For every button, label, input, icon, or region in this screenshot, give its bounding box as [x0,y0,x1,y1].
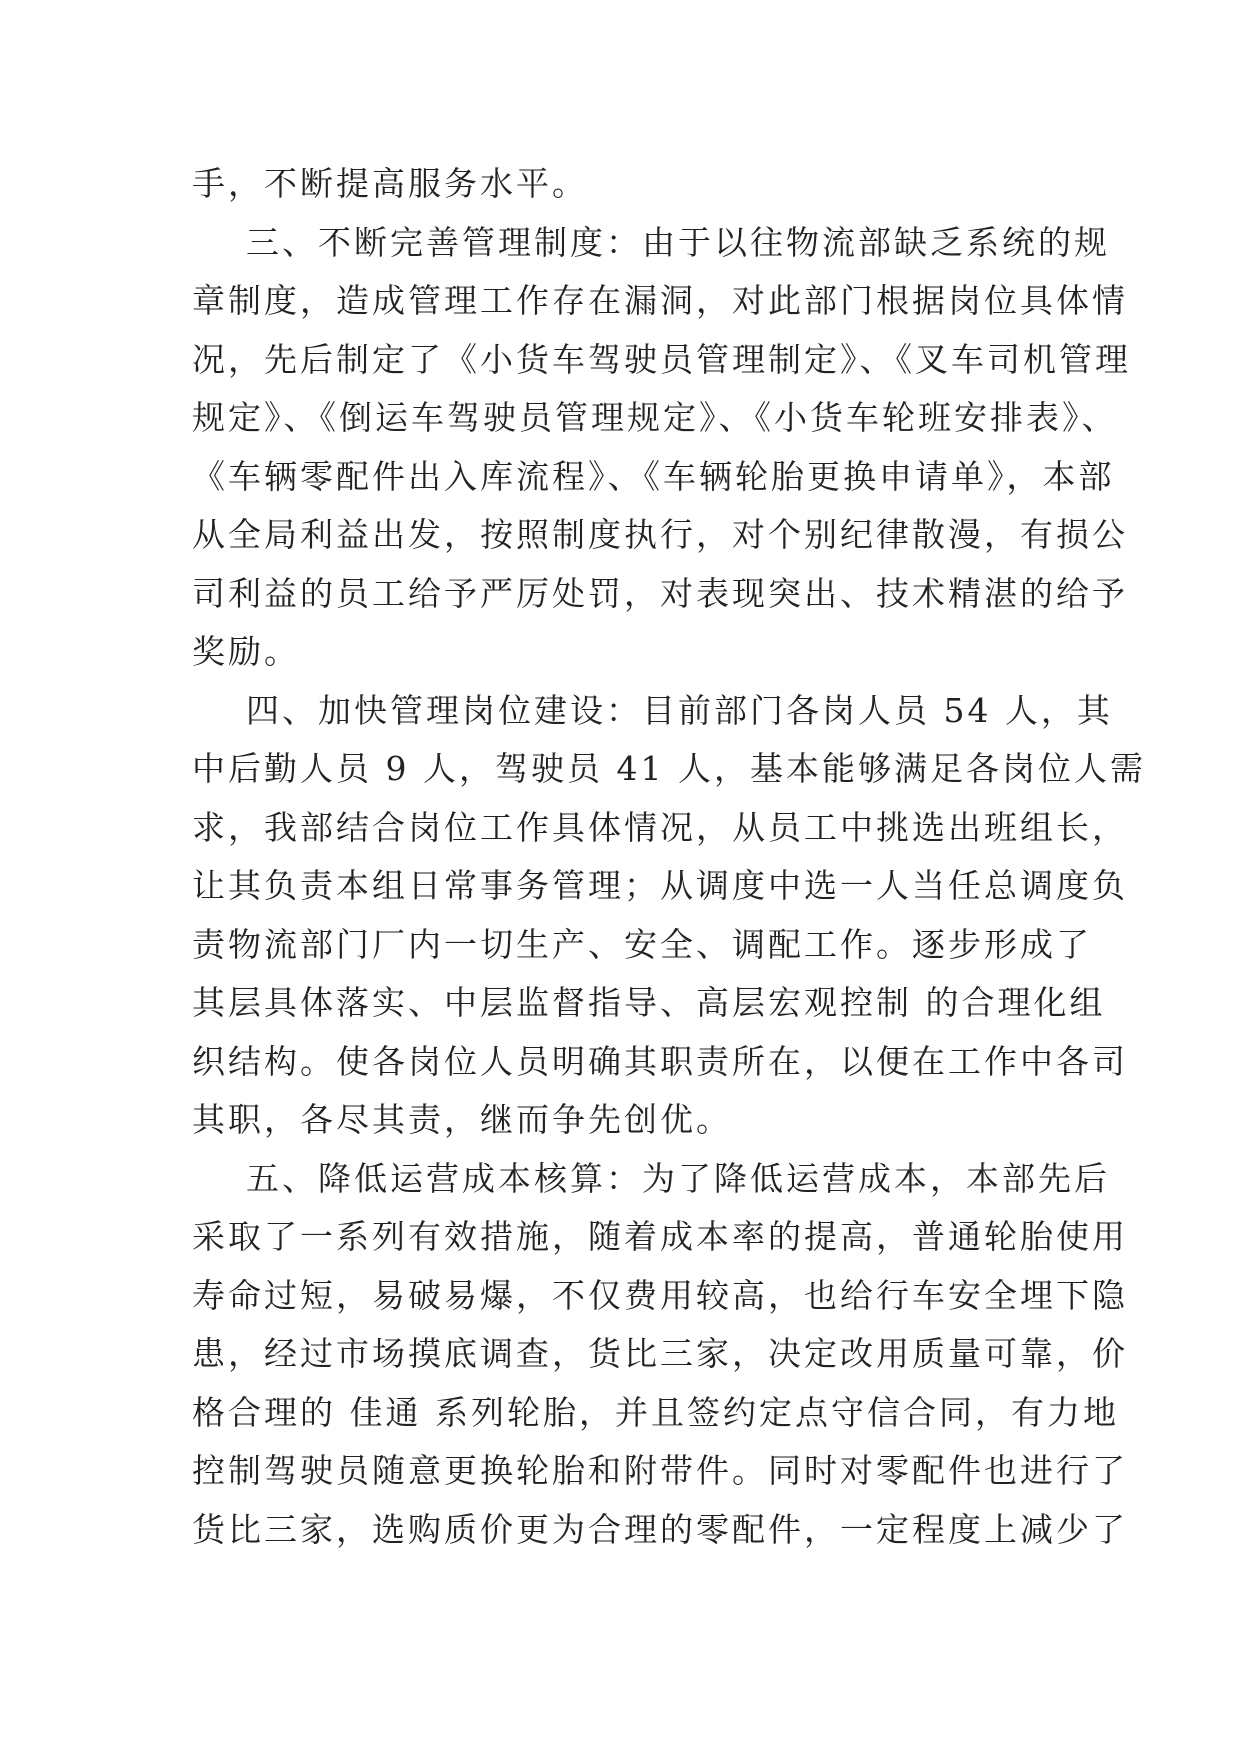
body-text [192,155,1146,1559]
text-line: 章制度，造成管理工作存在漏洞，对此部门根据岗位具体情 [192,281,1128,320]
text-line: 其层具体落实、中层监督指导、高层宏观控制 的合理化组 [192,983,1106,1022]
text-line: 手，不断提高服务水平。 [192,164,588,203]
text-line: 责物流部门厂内一切生产、安全、调配工作。逐步形成了 [192,924,1092,964]
text-line: 四、加快管理岗位建设：目前部门各岗人员 54 人，其 [192,690,1113,730]
text-line: 况，先后制定了《小货车驾驶员管理制定》、《叉车司机管理 [192,339,1131,379]
text-line: 其职，各尽其责，继而争先创优。 [192,1100,732,1139]
text-line: 织结构。使各岗位人员明确其职责所在，以便在工作中各司 [192,1041,1128,1081]
text-line: 求，我部结合岗位工作具体情况，从员工中挑选出班组长， [192,807,1128,847]
text-line: 让其负责本组日常事务管理；从调度中选一人当任总调度负 [192,866,1128,905]
text-line: 中后勤人员 9 人，驾驶员 41 人，基本能够满足各岗位人需 [192,749,1146,788]
text-line: 《车辆零配件出入库流程》、《车辆轮胎更换申请单》，本部 [192,456,1115,496]
text-line: 司利益的员工给予严厉处罚，对表现突出、技术精湛的给予 [192,573,1128,613]
text-line: 规定》、《倒运车驾驶员管理规定》、《小货车轮班安排表》、 [192,398,1118,437]
text-line: 三、不断完善管理制度：由于以往物流部缺乏系统的规 [192,222,1110,262]
text-line: 采取了一系列有效措施，随着成本率的提高，普通轮胎使用 [192,1217,1128,1256]
text-line: 五、降低运营成本核算：为了降低运营成本，本部先后 [192,1158,1110,1198]
text-line: 寿命过短，易破易爆，不仅费用较高，也给行车安全埋下隐 [192,1275,1128,1315]
text-line: 货比三家，选购质价更为合理的零配件，一定程度上减少了 [192,1509,1128,1549]
text-line: 奖励。 [192,632,300,671]
text-line: 患，经过市场摸底调查，货比三家，决定改用质量可靠，价 [192,1334,1128,1373]
text-line: 格合理的 佳通 系列轮胎，并且签约定点守信合同，有力地 [192,1392,1119,1432]
text-line: 控制驾驶员随意更换轮胎和附带件。同时对零配件也进行了 [192,1451,1128,1490]
text-line: 从全局利益出发，按照制度执行，对个别纪律散漫，有损公 [192,515,1128,554]
